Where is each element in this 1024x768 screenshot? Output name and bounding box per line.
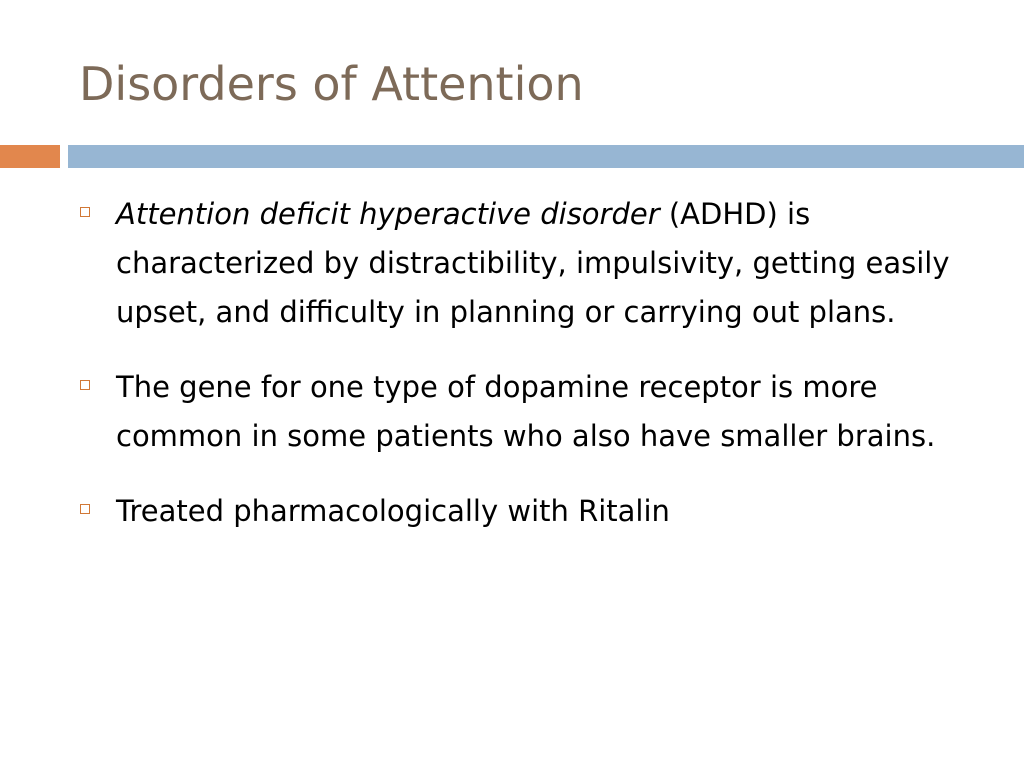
bullet-text [116,197,950,329]
accent-bar-orange [0,145,60,168]
bullet-text: The gene for one type of dopamine receptor is more common in some patients who also have smaller brains. [116,370,936,453]
slide-title: Disorders of Attention [79,57,584,111]
bullet-item-adhd [80,190,960,337]
bullet-text: Treated pharmacologically with Ritalin [116,494,670,528]
hollow-square-icon [80,207,90,217]
bullet-italic-term: Attention deficit hyperactive disorder [116,197,660,231]
bullet-item-ritalin [80,487,960,536]
hollow-square-icon [80,504,90,514]
hollow-square-icon [80,380,90,390]
accent-bar-blue [68,145,1024,168]
bullet-item-dopamine-gene [80,363,960,461]
bullet-list [80,190,960,562]
bullet-body: (ADHD) is characterized by distractibility, impulsivity, getting easily upset, and difficulty in planning or carrying out plans. [116,197,950,329]
